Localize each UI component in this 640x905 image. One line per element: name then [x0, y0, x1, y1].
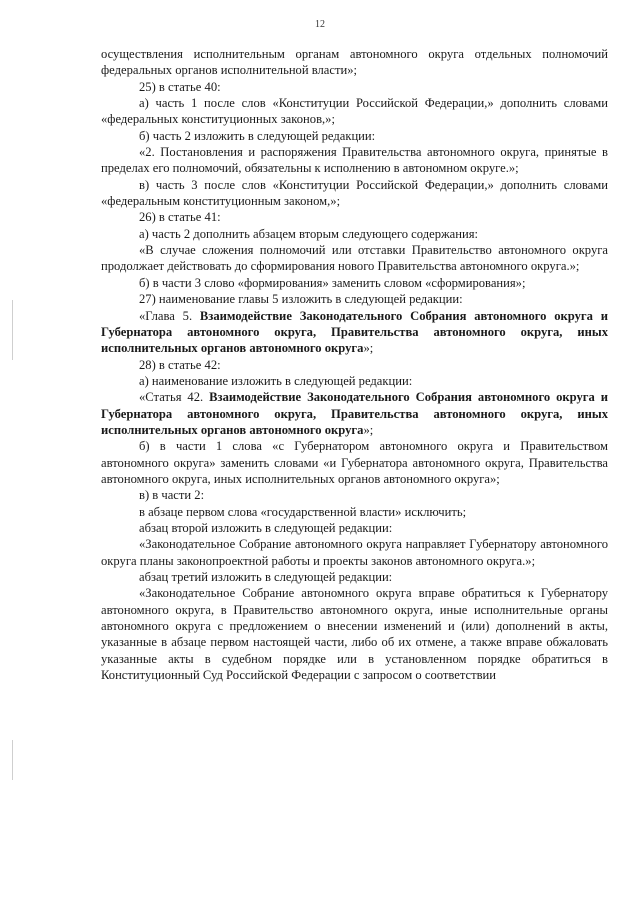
paragraph-text: »;	[363, 422, 374, 437]
paragraph-text: абзац третий изложить в следующей редакции:	[139, 570, 393, 584]
paragraph	[101, 79, 608, 95]
paragraph-text: 26) в статье 41:	[139, 210, 221, 225]
paragraph-text: осуществления исполнительным органам автономного округа отдельных полномочий федеральных органов исполнительной власти»;	[101, 47, 608, 78]
paragraph-text: абзац второй изложить в следующей редакции:	[139, 520, 393, 535]
paragraph-text: 28) в статье 42:	[139, 357, 221, 372]
paragraph	[101, 144, 608, 177]
paragraph-text: «В случае сложения полномочий или отставки Правительство автономного округа продолжает действовать до сформирования нового Правительства автономного округа.»;	[101, 243, 608, 274]
paragraph-text: «Статья 42.	[139, 390, 210, 405]
document-body	[101, 46, 608, 683]
paragraph-text: «Законодательное Собрание автономного округа направляет Губернатору автономного округа планы законопроектной работы и проекты законов автономного округа.»;	[101, 537, 608, 568]
page-number: 12	[315, 19, 325, 30]
bold-text: Взаимодействие Законодательного Собрания автономного округа и Губернатора автономного округа, Правительства автономного округа, иных исполнительных органов автономного округа	[101, 308, 608, 356]
scan-edge-mark	[12, 300, 13, 360]
paragraph-text: в) в части 2:	[139, 488, 205, 503]
paragraph-text: а) часть 1 после слов «Конституции Российской Федерации,» дополнить словами «федеральных конституционных законов,»;	[101, 96, 608, 127]
paragraph-text: 25) в статье 40:	[139, 79, 221, 94]
bold-text: Взаимодействие Законодательного Собрания автономного округа и Губернатора автономного округа, Правительства автономного округа, иных исполнительных органов автономного округа	[101, 390, 608, 437]
paragraph	[101, 242, 608, 275]
paragraph-text: б) часть 2 изложить в следующей редакции:	[139, 128, 376, 143]
paragraph-text: «Законодательное Собрание автономного округа вправе обратиться к Губернатору автономного округа, в Правительство автономного округа, иные исполнительные органы автономного округа с предложением о внесении изменений и (или) дополнений в акты, указанные в абзаце первом настоящей части, либо об их отмене, а также вправе обжаловать указанные акты в судебном порядке или в установленном порядке обратиться в Конституционный Суд Российской Федерации с запросом о соответствии	[101, 586, 608, 683]
paragraph	[101, 226, 608, 242]
paragraph	[101, 438, 608, 487]
paragraph	[101, 536, 608, 569]
paragraph	[101, 504, 608, 520]
paragraph-text: в абзаце первом слова «государственной власти» исключить;	[139, 504, 467, 519]
paragraph-text: б) в части 1 слова «с Губернатором автономного округа и Правительством автономного округа» заменить словами «и Губернатора автономного округа, Правительства автономного округа, иных исполнительных органов автономного округа»;	[101, 439, 608, 486]
paragraph-text: б) в части 3 слово «формирования» заменить словом «сформирования»;	[139, 275, 526, 290]
paragraph	[101, 128, 608, 144]
paragraph-text: »;	[363, 341, 374, 356]
paragraph-text: «2. Постановления и распоряжения Правительства автономного округа, принятые в пределах его полномочий, обязательны к исполнению в автономном округе.»;	[101, 145, 608, 176]
paragraph-text: а) часть 2 дополнить абзацем вторым следующего содержания:	[139, 226, 479, 241]
paragraph	[101, 487, 608, 503]
paragraph	[101, 357, 608, 373]
paragraph	[101, 95, 608, 128]
paragraph	[101, 177, 608, 210]
paragraph	[101, 389, 608, 438]
paragraph	[101, 46, 608, 79]
paragraph	[101, 291, 608, 307]
paragraph-text: 27) наименование главы 5 изложить в следующей редакции:	[139, 292, 463, 307]
paragraph	[101, 373, 608, 389]
paragraph	[101, 275, 608, 291]
paragraph-text: «Глава 5.	[139, 308, 200, 323]
paragraph	[101, 520, 608, 536]
paragraph	[101, 569, 608, 585]
paragraph-text: а) наименование изложить в следующей редакции:	[139, 373, 413, 388]
scan-edge-mark	[12, 740, 13, 780]
paragraph	[101, 308, 608, 357]
paragraph-text: в) часть 3 после слов «Конституции Российской Федерации,» дополнить словами «федеральным конституционным законом,»;	[101, 177, 608, 209]
paragraph	[101, 585, 608, 683]
paragraph	[101, 209, 608, 225]
